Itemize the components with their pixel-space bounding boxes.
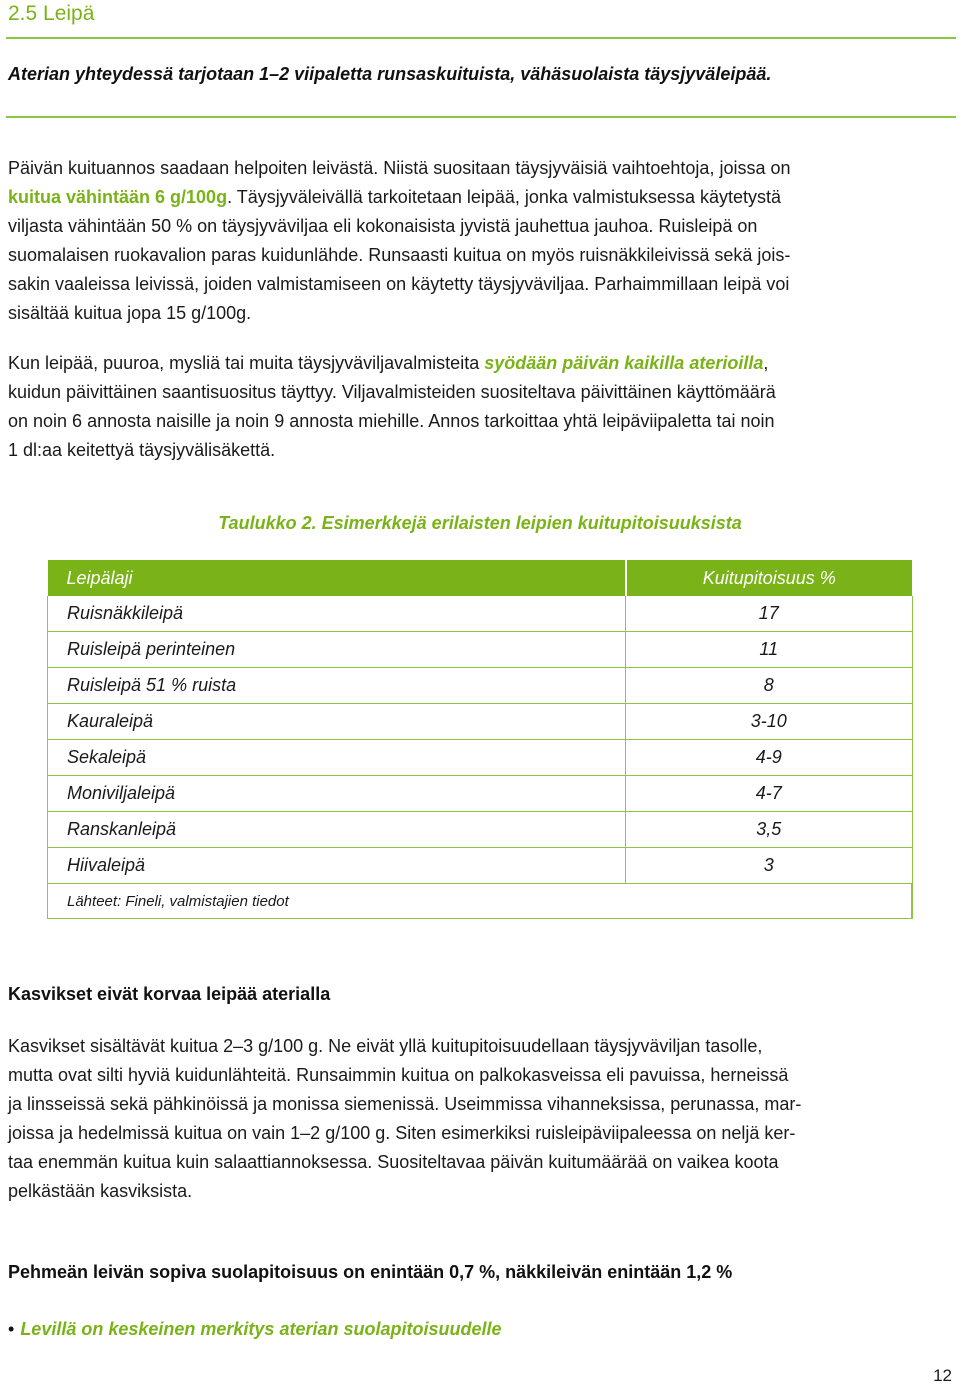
bread-type-cell: Moniviljaleipä: [48, 776, 626, 812]
fiber-paragraph: [8, 154, 948, 328]
intro-statement: Aterian yhteydessä tarjotaan 1–2 viipaletta runsaskuituista, vähäsuolaista täysjyväleipää.: [8, 64, 772, 84]
bread-type-cell: Kauraleipä: [48, 704, 626, 740]
table-source-note: Lähteet: Fineli, valmistajien tiedot: [48, 884, 913, 919]
fiber-table: [47, 560, 913, 919]
table-source-row: [48, 884, 913, 919]
fiber-value-cell: 3-10: [626, 704, 913, 740]
fiber-emphasis: kuitua vähintään 6 g/100g: [8, 187, 228, 207]
fiber-value-cell: 3: [626, 848, 913, 884]
para-line: sisältää kuitua jopa 15 g/100g.: [8, 303, 252, 323]
column-header-fiber: Kuitupitoisuus %: [626, 560, 913, 596]
para-line: joissa ja hedelmissä kuitua on vain 1–2 g/100 g. Siten esimerkiksi ruisleipäviipaleessa on neljä ker-: [8, 1123, 796, 1143]
bread-type-cell: Ruisleipä 51 % ruista: [48, 668, 626, 704]
column-header-bread-type: Leipälaji: [48, 560, 626, 596]
table-row: [48, 668, 913, 704]
table-caption: Taulukko 2. Esimerkkejä erilaisten leipien kuitupitoisuuksista: [218, 513, 742, 533]
intro-divider: [6, 116, 956, 118]
fiber-value-cell: 11: [626, 632, 913, 668]
vegetables-paragraph: [8, 1032, 948, 1206]
bread-type-cell: Hiivaleipä: [48, 848, 626, 884]
para-line: pelkästään kasviksista.: [8, 1181, 193, 1201]
table-row: [48, 812, 913, 848]
heading-divider: [6, 37, 956, 39]
para-line: on noin 6 annosta naisille ja noin 9 annosta miehille. Annos tarkoittaa yhtä leipäviipaletta tai noin: [8, 411, 775, 431]
para-line: mutta ovat silti hyviä kuidunlähteitä. Runsaimmin kuitua on palkokasveissa eli pavuissa, herneissä: [8, 1065, 789, 1085]
para-line: 1 dl:aa keitettyä täysjyvälisäkettä.: [8, 440, 276, 460]
table-row: [48, 596, 913, 632]
para-line: Kun leipää, puuroa, mysliä tai muita täysjyväviljavalmisteita syödään päivän kaikilla aterioilla,: [8, 353, 769, 373]
table-row: [48, 704, 913, 740]
para-line: kuitua vähintään 6 g/100g. Täysjyväleivällä tarkoitetaan leipää, jonka valmistuksessa käytetystä: [8, 187, 782, 207]
table-row: [48, 740, 913, 776]
bullet-text: Levillä on keskeinen merkitys aterian suolapitoisuudelle: [20, 1319, 502, 1339]
para-line: Kasvikset sisältävät kuitua 2–3 g/100 g. Ne eivät yllä kuitupitoisuudellaan täysjyväviljan tasolle,: [8, 1036, 763, 1056]
vegetables-heading: Kasvikset eivät korvaa leipää aterialla: [8, 984, 331, 1004]
bread-type-cell: Ruisleipä perinteinen: [48, 632, 626, 668]
bread-type-cell: Sekaleipä: [48, 740, 626, 776]
bread-type-cell: Ranskanleipä: [48, 812, 626, 848]
section-heading: 2.5 Leipä: [8, 2, 95, 25]
fiber-value-cell: 8: [626, 668, 913, 704]
bread-type-cell: Ruisnäkkileipä: [48, 596, 626, 632]
table-row: [48, 632, 913, 668]
meals-emphasis: syödään päivän kaikilla aterioilla: [484, 353, 764, 373]
bullet-marker: •: [8, 1319, 15, 1339]
fiber-value-cell: 3,5: [626, 812, 913, 848]
fiber-value-cell: 4-9: [626, 740, 913, 776]
table-header-row: [48, 560, 913, 596]
para-line: ja linsseissä sekä pähkinöissä ja monissa siemenissä. Useimmissa vihanneksissa, perunassa, mar-: [8, 1094, 802, 1114]
para-line: viljasta vähintään 50 % on täysjyväviljaa eli kokonaisista jyvistä jauhettua jauhoa. Ruisleipä on: [8, 216, 758, 236]
para-line: suomalaisen ruokavalion paras kuidunlähde. Runsaasti kuitua on myös ruisnäkkileivissä sekä jois-: [8, 245, 791, 265]
para-line: sakin vaaleissa leivissä, joiden valmistamiseen on käytetty täysjyväviljaa. Parhaimmillaan leipä voi: [8, 274, 790, 294]
fiber-value-cell: 17: [626, 596, 913, 632]
page-number: 12: [933, 1366, 952, 1385]
salt-bullet: [8, 1316, 502, 1342]
para-line: Päivän kuituannos saadaan helpoiten leivästä. Niistä suositaan täysjyväisiä vaihtoehtoja, joissa on: [8, 158, 791, 178]
fiber-value-cell: 4-7: [626, 776, 913, 812]
serving-paragraph: [8, 349, 948, 465]
table-row: [48, 848, 913, 884]
para-line: kuidun päivittäinen saantisuositus täyttyy. Viljavalmisteiden suositeltava päivittäinen käyttömäärä: [8, 382, 776, 402]
para-line: taa enemmän kuitua kuin salaattiannoksessa. Suositeltavaa päivän kuitumäärää on vaikea koota: [8, 1152, 779, 1172]
salt-heading: Pehmeän leivän sopiva suolapitoisuus on enintään 0,7 %, näkkileivän enintään 1,2 %: [8, 1262, 733, 1282]
table-row: [48, 776, 913, 812]
